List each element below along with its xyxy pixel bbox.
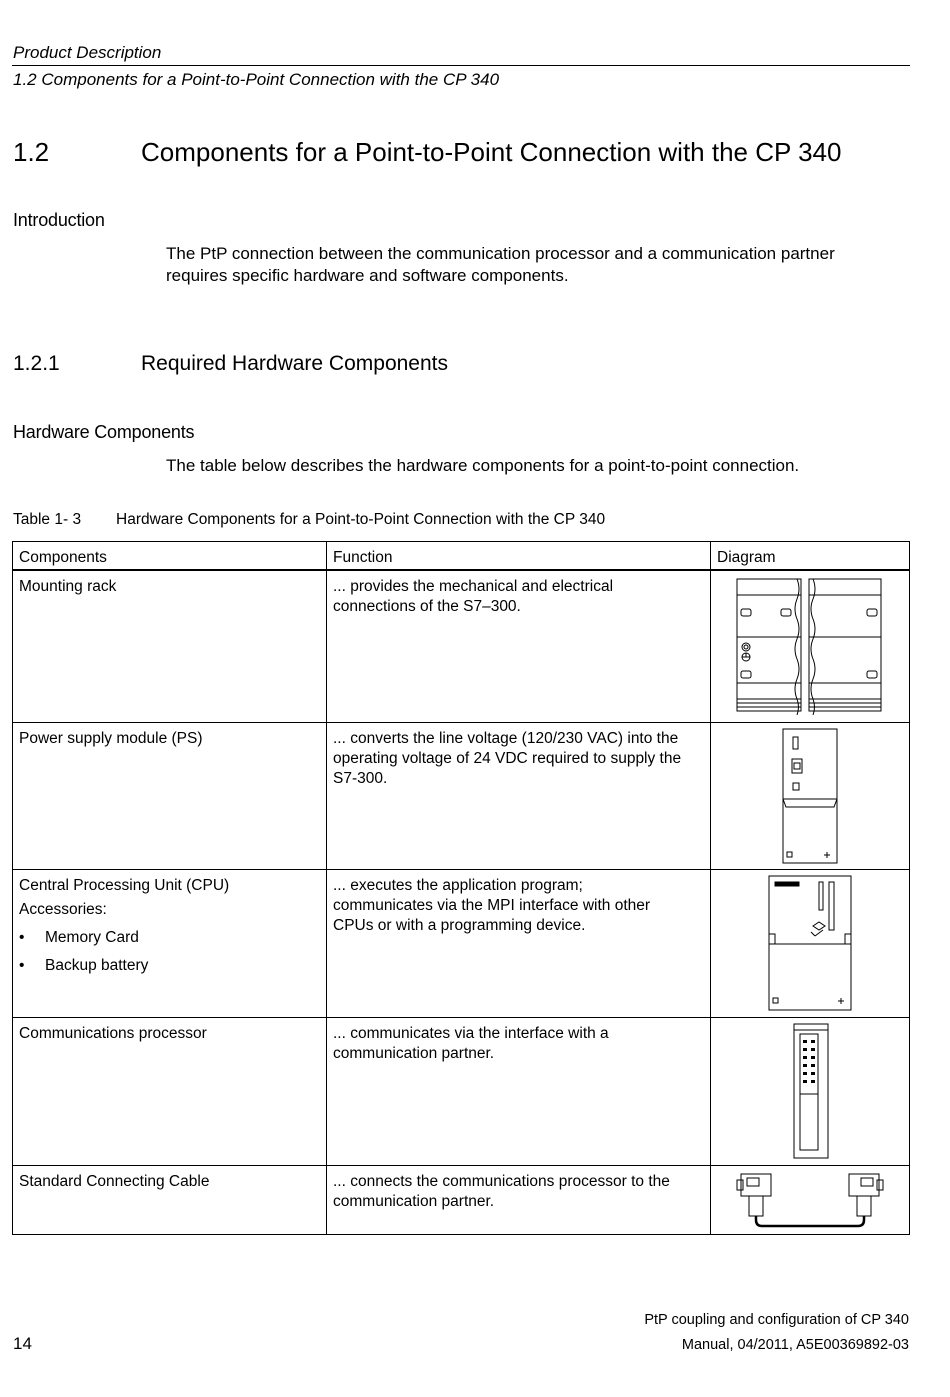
section-number: 1.2 [13,137,50,167]
table-caption-number: Table 1- 3 [13,511,82,528]
function-cell [327,722,711,869]
function-line: communication partner. [333,1044,495,1062]
introduction-heading: Introduction [13,210,105,230]
header-rule [12,65,910,66]
function-line: connections of the S7–300. [333,598,521,615]
function-line: S7-300. [333,769,388,787]
cp-diagram [790,1022,830,1160]
diagram-cell [711,1017,910,1165]
table-header-row [13,542,910,571]
power-supply-diagram [775,727,845,865]
function-line: ... converts the line voltage (120/230 VAC) into the [333,729,679,747]
header-diagram: Diagram [711,542,910,571]
function-line: ... communicates via the interface with a [333,1024,609,1042]
function-line: CPUs or with a programming device. [333,916,586,934]
cpu-diagram [765,874,855,1012]
component-cell [13,869,327,1017]
table-row [13,722,910,869]
introduction-text-line1: The PtP connection between the communication processor and a communication partner [166,244,835,263]
section-title: Components for a Point-to-Point Connection with the CP 340 [141,137,842,167]
accessories-label: Accessories: [19,900,107,918]
diagram-cell [711,570,910,722]
header-function: Function [327,542,711,571]
function-line: communicates via the MPI interface with other [333,896,651,914]
function-line: ... provides the mechanical and electrical [333,578,614,595]
function-cell [327,570,711,722]
running-header-title: Product Description [13,43,162,62]
header-components: Components [13,542,327,571]
component-cell: Mounting rack [13,570,327,722]
cable-diagram [735,1170,885,1230]
component-cell: Communications processor [13,1017,327,1165]
table-row [13,869,910,1017]
footer-manual-edition: Manual, 04/2011, A5E00369892-03 [681,1337,909,1353]
component-cell: Standard Connecting Cable [13,1165,327,1234]
list-item: • Backup battery [19,956,320,976]
footer-manual-title: PtP coupling and configuration of CP 340 [644,1312,909,1328]
mounting-rack-diagram [735,575,885,715]
component-cell: Power supply module (PS) [13,722,327,869]
hardware-components-table [12,541,910,1235]
table-row [13,1165,910,1234]
table-row [13,1017,910,1165]
function-cell [327,1165,711,1234]
function-line: communication partner. [333,1192,495,1210]
introduction-text-line2: requires specific hardware and software components. [166,266,569,285]
table-row [13,570,910,722]
subsection-number: 1.2.1 [13,352,60,375]
page-number: 14 [13,1334,32,1353]
diagram-cell [711,869,910,1017]
component-name: Central Processing Unit (CPU) [19,876,230,894]
function-line: ... executes the application program; [333,876,583,894]
running-header-subtitle: 1.2 Components for a Point-to-Point Connection with the CP 340 [13,70,500,89]
list-item: • Memory Card [19,928,320,948]
hardware-heading: Hardware Components [13,422,195,442]
diagram-cell [711,1165,910,1234]
hardware-text: The table below describes the hardware components for a point-to-point connection. [166,456,800,475]
diagram-cell [711,722,910,869]
introduction-text [166,243,896,287]
table-caption-title: Hardware Components for a Point-to-Point Connection with the CP 340 [116,511,606,528]
function-cell [327,869,711,1017]
function-line: operating voltage of 24 VDC required to supply the [333,749,682,767]
function-line: ... connects the communications processor to the [333,1172,670,1190]
function-cell [327,1017,711,1165]
subsection-title: Required Hardware Components [141,352,448,375]
